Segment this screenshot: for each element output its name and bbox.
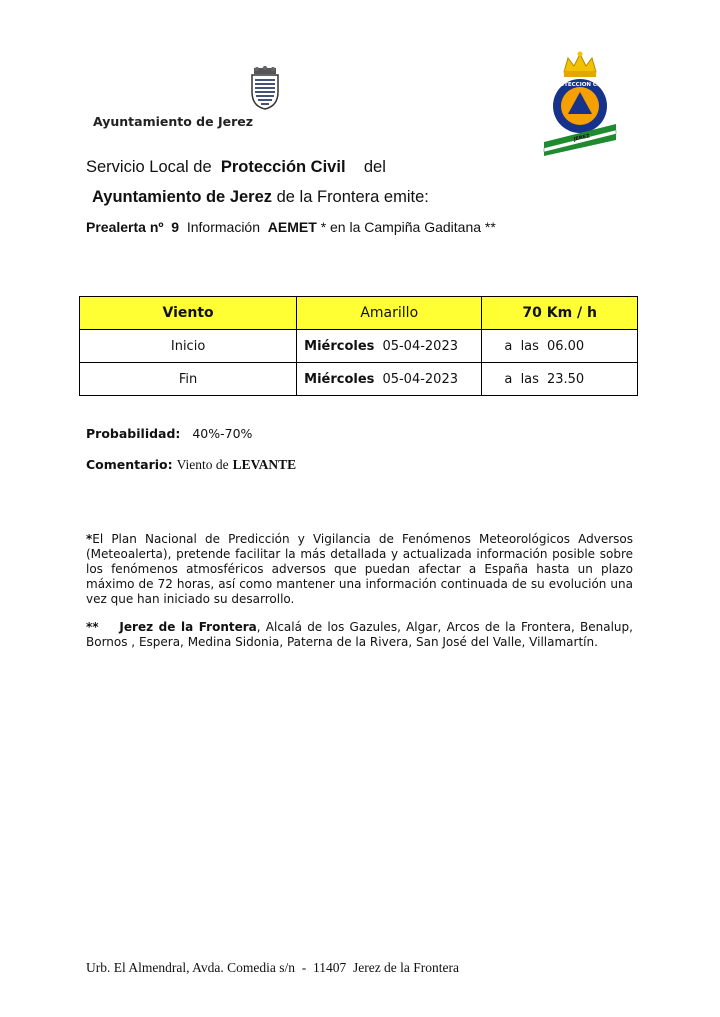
comentario-levante: LEVANTE (232, 457, 297, 472)
campina-label: * en la Campiña Gaditana ** (320, 219, 496, 235)
title-line-2 (92, 188, 429, 207)
note2-mark: ** (86, 620, 99, 634)
note1-mark: * (86, 532, 93, 546)
note2-text: , Alcalá de los Gazules, Algar, Arcos de la Frontera, Benalup, Bornos , Espera, Medina Sidonia, Paterna de la Rivera, San José del Valle, Villamartín. (86, 620, 633, 649)
title-del: del (363, 158, 386, 176)
probabilidad-label: Probabilidad: (86, 426, 181, 441)
comentario-label: Comentario: (86, 457, 173, 472)
note-meteoalerta (86, 532, 633, 607)
alert-table (79, 296, 638, 396)
title-line-3 (86, 219, 496, 235)
row-day: Miércoles (304, 338, 375, 354)
note2-jerez: Jerez de la Frontera (119, 620, 257, 634)
probabilidad-value: 40%-70% (192, 426, 253, 441)
row-date (297, 330, 482, 363)
proteccion-civil-logo-icon (540, 50, 620, 156)
row-time-value: 23.50 (546, 371, 585, 387)
level-cell: Amarillo (297, 297, 482, 330)
title-proteccion-civil: Protección Civil (220, 158, 346, 176)
row-day: Miércoles (304, 371, 375, 387)
ayuntamiento-logo (88, 66, 278, 136)
comentario-value: Viento de (176, 457, 229, 472)
row-date-value: 05-04-2023 (382, 338, 458, 354)
row-label: Fin (80, 363, 297, 396)
informacion-label: Información (186, 219, 261, 235)
alert-header-row (80, 297, 638, 330)
note-municipios (86, 620, 633, 650)
title-service: Servicio Local de (86, 158, 212, 176)
title-emite: de la Frontera emite: (276, 188, 429, 206)
row-time-value: 06.00 (546, 338, 585, 354)
ayuntamiento-logo-text: Ayuntamiento de Jerez (93, 114, 254, 129)
row-a-las: a las (504, 338, 539, 354)
probabilidad-line (86, 426, 252, 441)
pc-logo-text: PROTECCION CIVIL (551, 82, 609, 88)
footer-address: Urb. El Almendral, Avda. Comedia s/n - 11407 Jerez de la Frontera (86, 960, 460, 975)
row-date (297, 363, 482, 396)
table-row (80, 363, 638, 396)
prealerta-label: Prealerta nº (86, 219, 164, 235)
title-ayuntamiento: Ayuntamiento de Jerez (92, 188, 273, 206)
intensity-cell: 70 Km / h (482, 297, 638, 330)
table-row (80, 330, 638, 363)
prealerta-number: 9 (171, 219, 180, 235)
aemet-label: AEMET (267, 219, 317, 235)
comentario-line (86, 457, 296, 473)
jerez-crest-icon (248, 66, 282, 110)
note1-text: El Plan Nacional de Predicción y Vigilancia de Fenómenos Meteorológicos Adversos (Meteoalerta), pretende facilitar la más detallada y actualizada información posible sobre los fenómenos atmosféricos adversos que puedan afectar a España hasta un plazo máximo de 72 horas, así como mantener una información continuada de su evolución una vez que han iniciado su desarrollo. (86, 532, 633, 606)
row-time (482, 363, 638, 396)
phenomenon-cell: Viento (80, 297, 297, 330)
title-line-1 (86, 158, 386, 177)
row-label: Inicio (80, 330, 297, 363)
pc-logo-sub: JEREZ (573, 133, 591, 143)
row-time (482, 330, 638, 363)
row-a-las: a las (504, 371, 539, 387)
row-date-value: 05-04-2023 (382, 371, 458, 387)
